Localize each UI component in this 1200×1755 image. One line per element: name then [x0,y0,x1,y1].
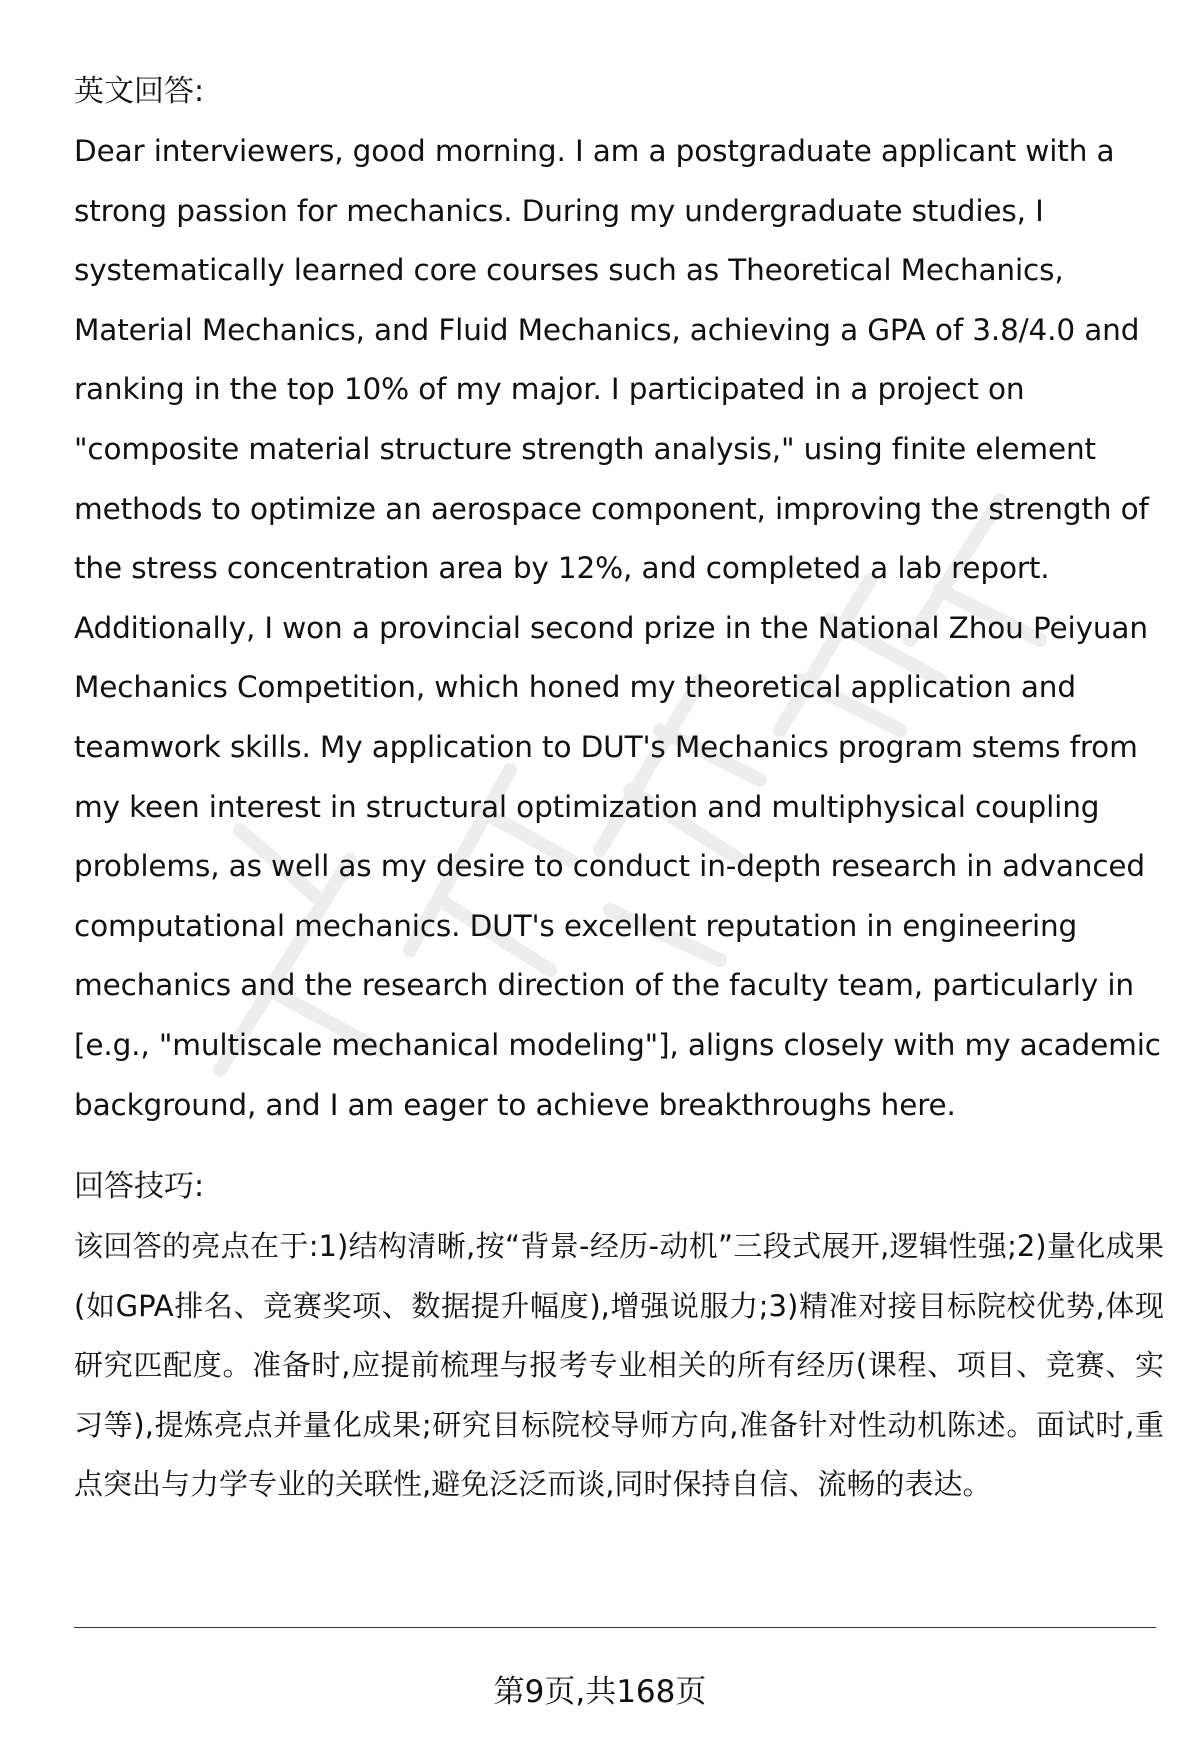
footer-divider [74,1627,1156,1628]
english-answer-text: Dear interviewers, good morning. I am a postgraduate applicant with a strong passion for mechanics. During my undergraduate studies, I systematically learned core courses such as Theoretical Mechanics, Material Mechanics, and Fluid Mechanics, achieving a GPA of 3.8/4.0 and ranking in the top 10% of my major. I participated in a project on "composite material structure strength analysis," using finite element methods to optimize an aerospace component, improving the strength of the stress concentration area by 12%, and completed a lab report. Additionally, I won a provincial second prize in the National Zhou Peiyuan Mechanics Competition, which honed my theoretical application and teamwork skills. My application to DUT's Mechanics program stems from my keen interest in structural optimization and multiphysical coupling problems, as well as my desire to conduct in-depth research in advanced computational mechanics. DUT's excellent reputation in engineering mechanics and the research direction of the faculty team, particularly in [e.g., "multiscale mechanical modeling"], aligns closely with my academic background, and I am eager to achieve breakthroughs here. [74,134,1161,1122]
english-answer-label: 英文回答: [74,74,205,109]
answer-tips-text: 该回答的亮点在于:1)结构清晰,按“背景-经历-动机”三段式展开,逻辑性强;2)量化成果(如GPA排名、竞赛奖项、数据提升幅度),增强说服力;3)精准对接目标院校优势,体现研究匹配度。准备时,应提前梳理与报考专业相关的所有经历(课程、项目、竞赛、实习等),提炼亮点并量化成果;研究目标院校导师方向,准备针对性动机陈述。面试时,重点突出与力学专业的关联性,避免泛泛而谈,同时保持自信、流畅的表达。 [74,1229,1164,1502]
content-area [74,62,1164,1515]
answer-tips-label: 回答技巧: [74,1169,205,1205]
page-number: 第9页,共168页 [493,1674,707,1710]
